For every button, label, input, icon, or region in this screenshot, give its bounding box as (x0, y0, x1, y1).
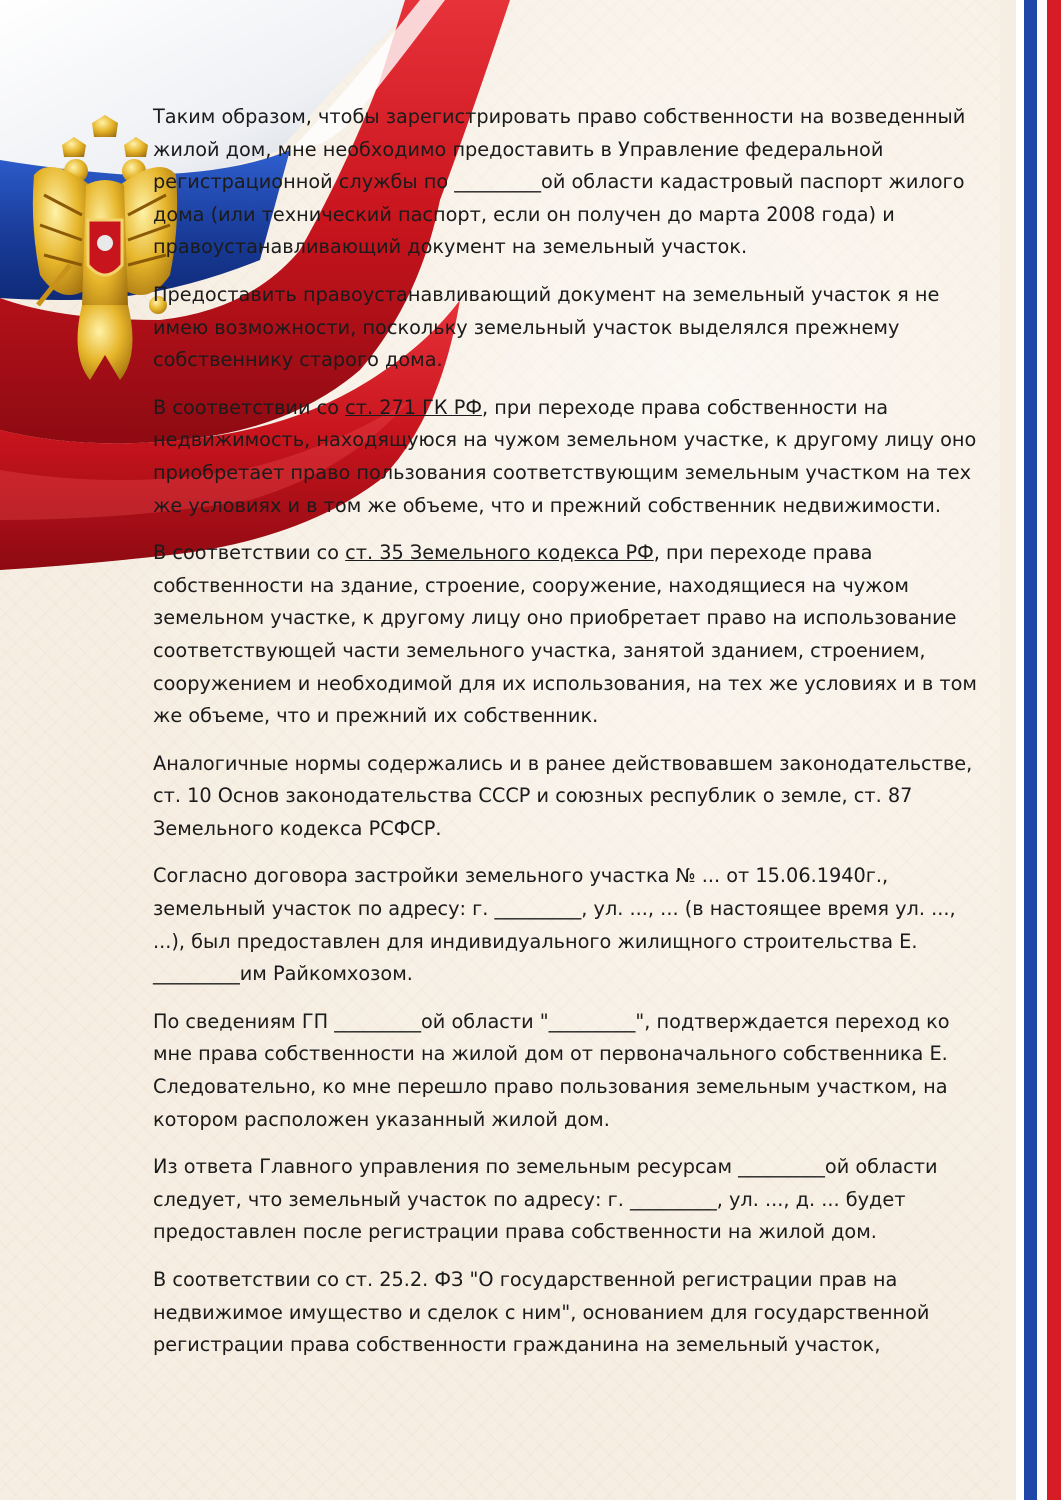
border-white-stripe (1016, 0, 1024, 1500)
border-blue-stripe (1024, 0, 1037, 1500)
paragraph-text: , при переходе права собственности на недвижимость, находящуюся на чужом земельном участке, к другому лицу оно приобретает право пользования соответствующим земельным участком на тех же условиях и в том же объеме, что и прежний собственник недвижимости. (153, 395, 977, 517)
paragraph (153, 392, 988, 522)
paragraph: По сведениям ГП _________ой области "_________", подтверждается переход ко мне права собственности на жилой дом от первоначального собственника Е. Следовательно, ко мне перешло право пользования земельным участком, на котором расположен указанный жилой дом. (153, 1009, 950, 1131)
paragraph: Из ответа Главного управления по земельным ресурсам _________ой области следует, что земельный участок по адресу: г. _________, ул. ..., д. ... будет предоставлен после регистрации права собственности на жилой дом. (153, 1155, 938, 1244)
document-body (153, 101, 988, 1377)
paragraph-text: В соответствии со (153, 395, 346, 419)
border-red-stripe (1047, 0, 1061, 1500)
tricolor-border (1000, 0, 1061, 1500)
article-271-link[interactable]: ст. 271 ГК РФ (345, 395, 482, 419)
paragraph-text: В соответствии со (153, 541, 346, 565)
paragraph: В соответствии со ст. 25.2. ФЗ "О государственной регистрации прав на недвижимое имущество и сделок с ним", основанием для государственной регистрации права собственности гражданина на земельный участок, (153, 1268, 930, 1357)
paragraph-text: , при переходе права собственности на здание, строение, сооружение, находящиеся на чужом земельном участке, к другому лицу оно приобретает право на использование соответствующей части земельного участка, занятой зданием, строением, сооружением и необходимой для их использования, на тех же условиях и в том же объеме, что и прежний их собственник. (153, 541, 977, 728)
border-white-stripe-2 (1037, 0, 1047, 1500)
paragraph: Согласно договора застройки земельного участка № ... от 15.06.1940г., земельный участок по адресу: г. _________, ул. ..., ... (в настоящее время ул. ..., ...), был предоставлен для индивидуального жилищного строительства Е. _________им Райкомхозом. (153, 864, 956, 986)
article-35-link[interactable]: ст. 35 Земельного кодекса РФ (345, 541, 654, 565)
paragraph: Аналогичные нормы содержались и в ранее действовавшем законодательстве, ст. 10 Основ законодательства СССР и союзных республик о земле, ст. 87 Земельного кодекса РСФСР. (153, 751, 973, 840)
paragraph: Предоставить правоустанавливающий документ на земельный участок я не имею возможности, поскольку земельный участок выделялся прежнему собственнику старого дома. (153, 282, 940, 372)
border-cream-stripe (1000, 0, 1016, 1500)
paragraph (153, 537, 988, 733)
paragraph: Таким образом, чтобы зарегистрировать право собственности на возведенный жилой дом, мне необходимо предоставить в Управление федеральной регистрационной службы по _________ой области кадастровый паспорт жилого дома (или технический паспорт, если он получен до марта 2008 года) и правоустанавливающий документ на земельный участок. (153, 105, 966, 259)
